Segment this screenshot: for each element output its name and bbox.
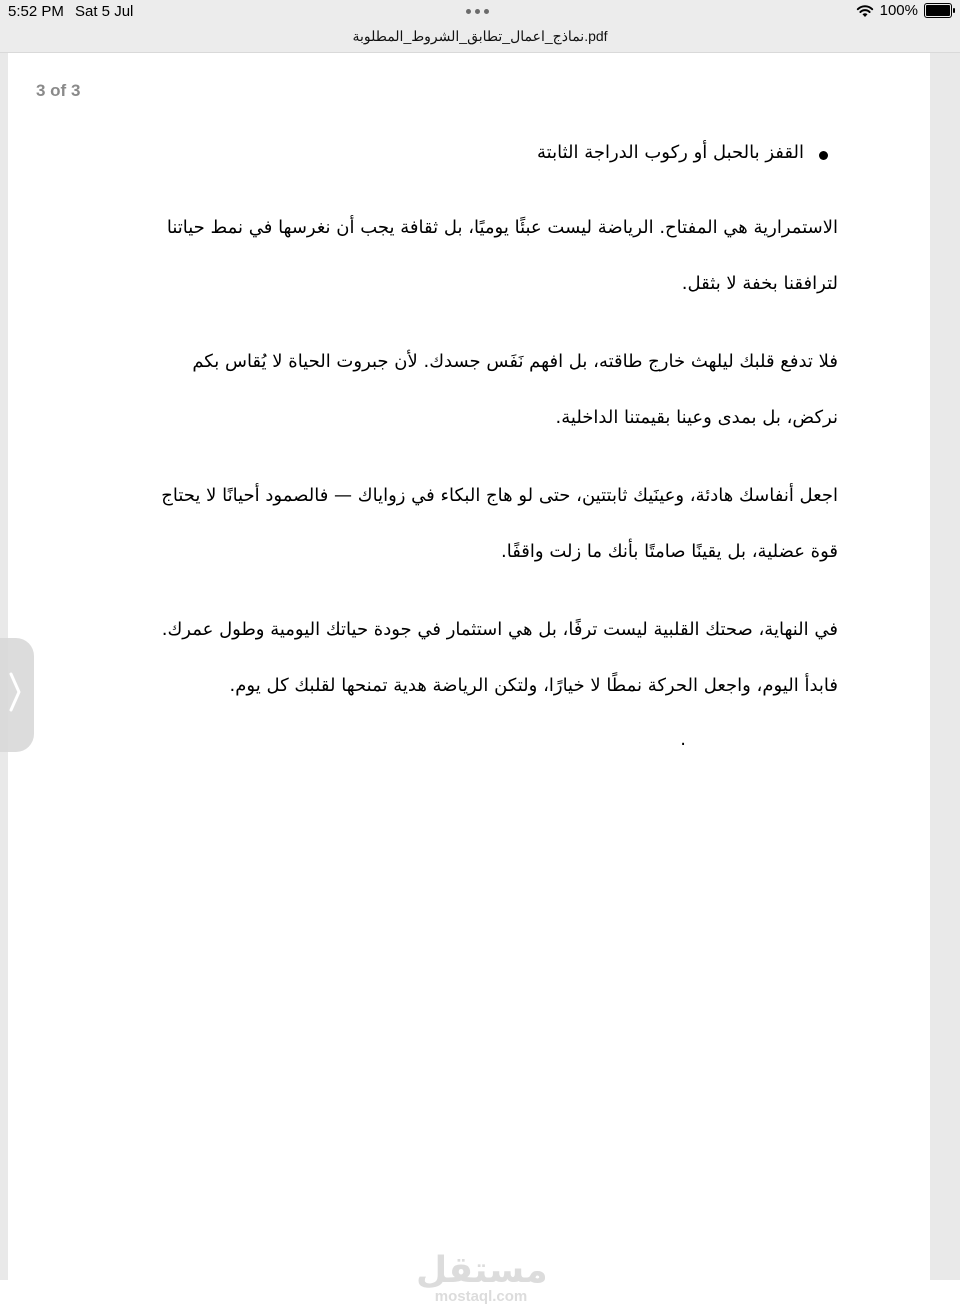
pdf-page [8, 53, 930, 1280]
page-content [158, 138, 838, 752]
bullet-text: القفز بالحبل أو ركوب الدراجة الثابتة [537, 142, 804, 163]
watermark [416, 1250, 548, 1305]
sidebar-toggle-handle[interactable] [0, 638, 34, 752]
status-time: 5:52 PM [8, 3, 64, 20]
document-title: نماذج_اعمال_تطابق_الشروط_المطلوبة.pdf [352, 28, 608, 44]
battery-percent: 100% [879, 2, 918, 19]
watermark-url: mostaql.com [434, 1288, 528, 1305]
paragraph: فلا تدفع قلبك ليلهث خارج طاقته، بل افهم نَفَس جسدك. لأن جبروت الحياة لا يُقاس بكم نركض، بل بمدى وعينا بقيمتنا الداخلية. [192, 351, 838, 428]
paragraph: اجعل أنفاسك هادئة، وعينَيك ثابتتين، حتى لو هاج البكاء في زواياك — فالصمود أحيانًا لا يحتاج قوة عضلية، بل يقينًا صامتًا بأنك ما زلت واقفًا. [161, 485, 838, 562]
trailing-dot: . [680, 729, 686, 750]
status-date: Sat 5 Jul [75, 3, 134, 20]
paragraph: فابدأ اليوم، واجعل الحركة نمطًا لا خيارًا، ولتكن الرياضة هدية تمنحها لقلبك كل يوم. [229, 675, 838, 696]
multitasking-menu-icon[interactable] [466, 9, 489, 14]
bullet-dot [819, 151, 828, 160]
battery-level-fill [926, 5, 950, 16]
status-bar [0, 0, 960, 24]
page-indicator: 3 of 3 [36, 81, 81, 100]
chevron-right-icon [8, 670, 22, 714]
pdf-viewer[interactable] [0, 53, 960, 1305]
paragraph: الاستمرارية هي المفتاح. الرياضة ليست عبئًا يوميًا، بل ثقافة يجب أن نغرسها في نمط حياتنا لترافقنا بخفة لا بثقل. [166, 217, 838, 294]
wifi-icon [856, 4, 874, 18]
status-indicators [856, 2, 952, 19]
battery-icon [924, 3, 952, 18]
watermark-logo: مستقل [416, 1250, 548, 1291]
paragraph: في النهاية، صحتك القلبية ليست ترفًا، بل هي استثمار في جودة حياتك اليومية وطول عمرك. [161, 619, 838, 640]
bullet-item [158, 138, 828, 178]
document-title-bar [0, 24, 960, 53]
